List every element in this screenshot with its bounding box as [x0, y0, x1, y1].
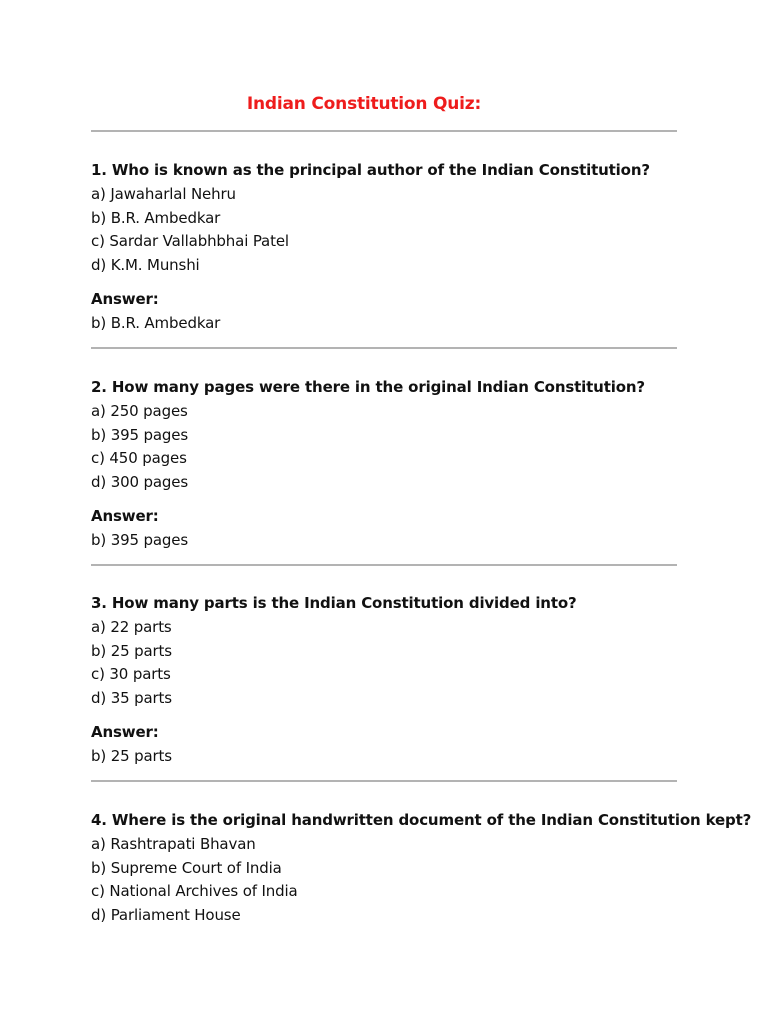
divider	[91, 780, 677, 782]
option-d: d) Parliament House	[91, 906, 241, 925]
option-b: b) Supreme Court of India	[91, 858, 282, 877]
question-block-1	[91, 159, 691, 336]
divider	[91, 347, 677, 349]
divider	[91, 564, 677, 566]
answer-text: b) B.R. Ambedkar	[91, 313, 221, 332]
question-text: 3. How many parts is the Indian Constitution divided into?	[91, 594, 577, 612]
answer-label: Answer:	[91, 506, 159, 525]
option-c: c) National Archives of India	[91, 882, 298, 901]
option-c: c) 450 pages	[91, 449, 187, 468]
answer-text: b) 25 parts	[91, 746, 172, 765]
question-text: 4. Where is the original handwritten document of the Indian Constitution kept?	[91, 811, 752, 829]
answer-label: Answer:	[91, 722, 159, 741]
option-c: c) Sardar Vallabhbhai Patel	[91, 232, 289, 251]
question-block-2	[91, 376, 691, 553]
question-block-3	[91, 592, 691, 769]
option-a: a) 22 parts	[91, 617, 172, 636]
option-d: d) 35 parts	[91, 689, 172, 708]
question-block-4	[91, 809, 752, 928]
page-title: Indian Constitution Quiz:	[246, 94, 482, 114]
option-a: a) Jawaharlal Nehru	[91, 184, 236, 203]
option-d: d) K.M. Munshi	[91, 256, 200, 275]
divider	[91, 130, 677, 132]
question-text: 1. Who is known as the principal author of the Indian Constitution?	[91, 161, 650, 179]
option-a: a) 250 pages	[91, 401, 188, 420]
option-c: c) 30 parts	[91, 665, 171, 684]
answer-label: Answer:	[91, 289, 159, 308]
option-d: d) 300 pages	[91, 473, 189, 492]
option-b: b) 395 pages	[91, 425, 189, 444]
option-a: a) Rashtrapati Bhavan	[91, 834, 256, 853]
answer-text: b) 395 pages	[91, 530, 189, 549]
option-b: b) 25 parts	[91, 641, 172, 660]
question-text: 2. How many pages were there in the original Indian Constitution?	[91, 378, 645, 396]
option-b: b) B.R. Ambedkar	[91, 208, 221, 227]
